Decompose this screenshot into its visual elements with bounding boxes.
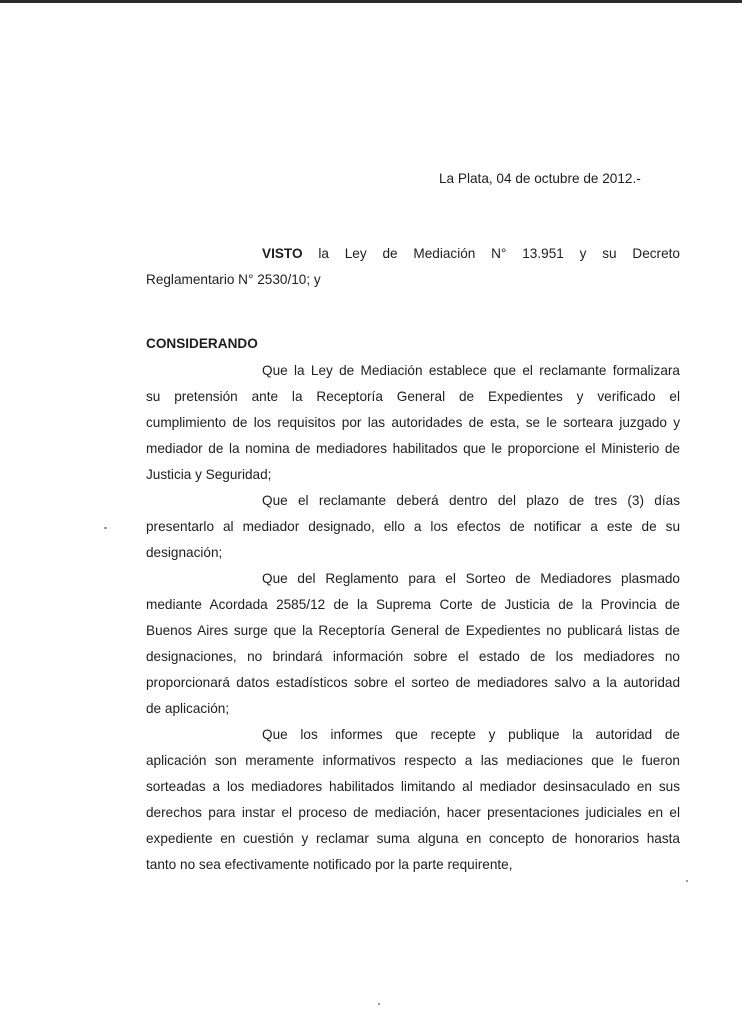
- visto-line-2: Reglamentario N° 2530/10; y: [146, 272, 321, 287]
- paragraph-line: su pretensión ante la Receptoría General de Expedientes y verificado el: [146, 389, 680, 404]
- paragraph-line: presentarlo al mediador designado, ello a los efectos de notificar a este de su: [146, 519, 680, 534]
- paragraph-line: proporcionará datos estadísticos sobre el sorteo de mediadores salvo a la autoridad: [146, 675, 680, 690]
- paragraph-line: cumplimiento de los requisitos por las autoridades de esta, se le sorteara juzgado y: [146, 415, 680, 430]
- paragraph-line: Que el reclamante deberá dentro del plazo de tres (3) días: [262, 493, 680, 508]
- visto-line-1: [146, 241, 680, 267]
- scan-speck: [378, 1003, 380, 1005]
- paragraph-line: expediente en cuestión y reclamar suma alguna en concepto de honorarios hasta: [146, 831, 680, 846]
- paragraph-line: de aplicación;: [146, 701, 230, 716]
- paragraph-line: designaciones, no brindará información sobre el estado de los mediadores no: [146, 649, 680, 664]
- considerando-body: [146, 358, 680, 878]
- paragraph-line: Que los informes que recepte y publique la autoridad de: [262, 727, 680, 742]
- paragraph-line: sorteadas a los mediadores habilitados limitando al mediador desinsaculado en sus: [146, 779, 680, 794]
- paragraph-line: derechos para instar el proceso de mediación, hacer presentaciones judiciales en el: [146, 805, 680, 820]
- paragraph-line: mediador de la nomina de mediadores habilitados que le proporcione el Ministerio de: [146, 441, 680, 456]
- paragraph-line: Que del Reglamento para el Sorteo de Mediadores plasmado: [262, 571, 680, 586]
- paragraph-line: mediante Acordada 2585/12 de la Suprema Corte de Justicia de la Provincia de: [146, 597, 680, 612]
- scan-top-edge: [0, 0, 742, 3]
- scan-speck: [686, 880, 688, 882]
- considerando-title: CONSIDERANDO: [146, 336, 258, 351]
- paragraph-line: Justicia y Seguridad;: [146, 467, 272, 482]
- paragraph-line: Buenos Aires surge que la Receptoría General de Expedientes no publicará listas de: [146, 623, 680, 638]
- date-line: La Plata, 04 de octubre de 2012.-: [439, 171, 641, 186]
- visto-section: [146, 241, 680, 293]
- paragraph-line: aplicación son meramente informativos respecto a las mediaciones que le fueron: [146, 753, 680, 768]
- visto-line-1-text: la Ley de Mediación N° 13.951 y su Decreto: [318, 246, 680, 261]
- visto-keyword: VISTO: [262, 246, 303, 261]
- paragraph-line: tanto no sea efectivamente notificado por la parte requirente,: [146, 857, 513, 872]
- paragraph-line: Que la Ley de Mediación establece que el reclamante formalizara: [262, 363, 680, 378]
- scan-speck: [104, 527, 107, 529]
- paragraph-line: designación;: [146, 545, 223, 560]
